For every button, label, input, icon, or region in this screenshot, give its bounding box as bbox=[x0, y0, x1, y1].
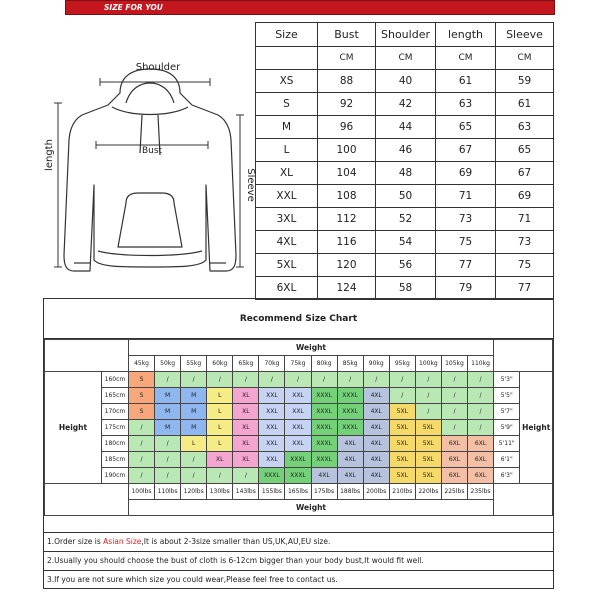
size-grid-cell: / bbox=[128, 420, 154, 436]
size-grid-cell: M bbox=[181, 404, 207, 420]
size-grid-cell: / bbox=[285, 372, 311, 388]
lbs-cell: 165lbs bbox=[285, 484, 311, 500]
notes bbox=[44, 532, 553, 589]
size-grid-cell: XXL bbox=[259, 388, 285, 404]
size-grid-cell: 6XL bbox=[441, 452, 467, 468]
size-grid-cell: XXXL bbox=[311, 436, 337, 452]
size-table-row bbox=[256, 254, 554, 277]
size-table bbox=[255, 22, 554, 300]
hood-opening bbox=[126, 83, 174, 103]
size-grid-cell: / bbox=[468, 372, 494, 388]
kg-cell: 45kg bbox=[128, 356, 154, 372]
size-grid-cell: S bbox=[128, 372, 154, 388]
height-label-left: Height bbox=[45, 372, 102, 484]
size-table-cell: 69 bbox=[496, 185, 554, 208]
chart-cell bbox=[494, 500, 553, 516]
size-grid-cell: 4XL bbox=[337, 436, 363, 452]
size-table-cell: XS bbox=[256, 70, 318, 93]
recommend-grid bbox=[44, 339, 553, 516]
size-grid-cell: 4XL bbox=[363, 404, 389, 420]
size-grid-cell: / bbox=[181, 452, 207, 468]
size-grid-cell: / bbox=[311, 372, 337, 388]
recommend-size-chart bbox=[43, 298, 554, 589]
kg-cell: 100kg bbox=[415, 356, 441, 372]
note-2: 2.Usually you should choose the bust of cloth is 6-12cm bigger than your body bust,It would fit well. bbox=[44, 551, 553, 570]
size-table-cell: 56 bbox=[376, 254, 436, 277]
size-table-row bbox=[256, 185, 554, 208]
chart-cell bbox=[45, 500, 129, 516]
size-grid-cell: 5XL bbox=[415, 420, 441, 436]
size-grid-cell: 5XL bbox=[389, 436, 415, 452]
size-grid-cell: L bbox=[207, 404, 233, 420]
size-grid-cell: / bbox=[363, 372, 389, 388]
size-table-cell: CM bbox=[496, 47, 554, 70]
height-ft-cell: 5'11" bbox=[494, 436, 520, 452]
lbs-cell: 120lbs bbox=[181, 484, 207, 500]
size-grid-cell: / bbox=[207, 372, 233, 388]
chart-cell bbox=[494, 484, 553, 500]
lbs-cell: 225lbs bbox=[441, 484, 467, 500]
size-grid-cell: XXL bbox=[285, 388, 311, 404]
chart-cell bbox=[45, 356, 129, 372]
size-grid-cell: / bbox=[415, 372, 441, 388]
size-table-cell: 124 bbox=[318, 277, 376, 300]
size-table-cell: 71 bbox=[496, 208, 554, 231]
size-grid-cell: / bbox=[259, 372, 285, 388]
size-grid-cell: / bbox=[468, 420, 494, 436]
height-row bbox=[45, 388, 553, 404]
size-table-cell: 100 bbox=[318, 139, 376, 162]
size-grid-cell: / bbox=[441, 404, 467, 420]
size-grid-cell: 4XL bbox=[337, 468, 363, 484]
size-grid-cell: XXL bbox=[285, 420, 311, 436]
size-table-cell: 108 bbox=[318, 185, 376, 208]
size-table-cell: 73 bbox=[436, 208, 496, 231]
size-grid-cell: XXL bbox=[259, 436, 285, 452]
size-table-cell: 75 bbox=[496, 254, 554, 277]
size-table-cell: 44 bbox=[376, 116, 436, 139]
weight-label-top: Weight bbox=[128, 340, 493, 356]
size-grid-cell: L bbox=[207, 388, 233, 404]
size-grid-cell: XL bbox=[233, 420, 259, 436]
lbs-cell: 200lbs bbox=[363, 484, 389, 500]
size-table-cell: 59 bbox=[496, 70, 554, 93]
size-grid-cell: 6XL bbox=[441, 436, 467, 452]
height-cm-cell: 165cm bbox=[101, 388, 128, 404]
hoodie-diagram bbox=[40, 55, 260, 280]
lbs-cell: 100lbs bbox=[128, 484, 154, 500]
size-grid-cell: / bbox=[389, 372, 415, 388]
size-grid-cell: XXXL bbox=[285, 468, 311, 484]
size-table-cell: 65 bbox=[436, 116, 496, 139]
size-grid-cell: / bbox=[207, 468, 233, 484]
lbs-cell: 175lbs bbox=[311, 484, 337, 500]
size-grid-cell: / bbox=[233, 372, 259, 388]
size-table-cell: 88 bbox=[318, 70, 376, 93]
waistband bbox=[98, 251, 202, 256]
neck-seam bbox=[112, 107, 188, 115]
size-table-cell: 116 bbox=[318, 231, 376, 254]
kg-cell: 80kg bbox=[311, 356, 337, 372]
note-1: 1.Order size is Asian Size,It is about 2-3size smaller than US,UK,AU,EU size. bbox=[44, 532, 553, 551]
hoodie-outline bbox=[64, 69, 236, 271]
size-grid-cell: / bbox=[155, 452, 181, 468]
height-ft-cell: 5'5" bbox=[494, 388, 520, 404]
size-grid-cell: S bbox=[128, 388, 154, 404]
size-table-units bbox=[256, 47, 554, 70]
size-grid-cell: XL bbox=[233, 404, 259, 420]
size-grid-cell: XXXL bbox=[311, 388, 337, 404]
size-grid-cell: 6XL bbox=[468, 436, 494, 452]
weight-label-bottom: Weight bbox=[128, 500, 493, 516]
size-table-cell: 48 bbox=[376, 162, 436, 185]
size-table-cell: 63 bbox=[436, 93, 496, 116]
size-grid-cell: M bbox=[181, 420, 207, 436]
size-table-cell: CM bbox=[436, 47, 496, 70]
size-grid-cell: 4XL bbox=[363, 436, 389, 452]
size-grid-cell: / bbox=[181, 468, 207, 484]
size-grid-cell: 4XL bbox=[311, 468, 337, 484]
weight-footer-row bbox=[45, 500, 553, 516]
kg-cell: 55kg bbox=[181, 356, 207, 372]
size-grid-cell: 5XL bbox=[415, 436, 441, 452]
size-grid-cell: / bbox=[415, 388, 441, 404]
size-table-cell: 67 bbox=[496, 162, 554, 185]
height-row bbox=[45, 372, 553, 388]
height-cm-cell: 170cm bbox=[101, 404, 128, 420]
size-table-cell: 104 bbox=[318, 162, 376, 185]
size-table-cell: M bbox=[256, 116, 318, 139]
size-grid-cell: / bbox=[389, 388, 415, 404]
size-grid-cell: 5XL bbox=[415, 468, 441, 484]
size-grid-cell: 4XL bbox=[337, 452, 363, 468]
size-grid-cell: / bbox=[415, 404, 441, 420]
size-grid-cell: / bbox=[155, 372, 181, 388]
size-grid-cell: XXXL bbox=[285, 452, 311, 468]
kg-cell: 105kg bbox=[441, 356, 467, 372]
size-table-cell: 6XL bbox=[256, 277, 318, 300]
size-grid-cell: XL bbox=[207, 452, 233, 468]
size-table-cell: 3XL bbox=[256, 208, 318, 231]
size-table-cell: 75 bbox=[436, 231, 496, 254]
height-ft-cell: 5'3" bbox=[494, 372, 520, 388]
size-grid-cell: / bbox=[155, 468, 181, 484]
weight-header-row bbox=[45, 340, 553, 356]
size-table-row bbox=[256, 231, 554, 254]
size-grid-cell: M bbox=[155, 388, 181, 404]
height-ft-cell: 5'7" bbox=[494, 404, 520, 420]
size-table-cell bbox=[256, 47, 318, 70]
size-table-row bbox=[256, 208, 554, 231]
size-table-cell: 50 bbox=[376, 185, 436, 208]
size-table-cell: CM bbox=[376, 47, 436, 70]
size-banner bbox=[65, 0, 555, 15]
lbs-cell: 210lbs bbox=[389, 484, 415, 500]
height-cm-cell: 185cm bbox=[101, 452, 128, 468]
size-grid-cell: L bbox=[207, 436, 233, 452]
size-table-row bbox=[256, 139, 554, 162]
height-row bbox=[45, 404, 553, 420]
size-table-cell: XXL bbox=[256, 185, 318, 208]
height-cm-cell: 180cm bbox=[101, 436, 128, 452]
size-table-cell: S bbox=[256, 93, 318, 116]
size-table-cell: 52 bbox=[376, 208, 436, 231]
lbs-cell: 155lbs bbox=[259, 484, 285, 500]
size-table-cell: L bbox=[256, 139, 318, 162]
size-grid-cell: M bbox=[155, 404, 181, 420]
size-table-cell: 61 bbox=[496, 93, 554, 116]
size-grid-cell: XXL bbox=[285, 436, 311, 452]
size-table-cell: 77 bbox=[436, 254, 496, 277]
size-table-cell: 112 bbox=[318, 208, 376, 231]
kg-cell: 95kg bbox=[389, 356, 415, 372]
size-grid-cell: M bbox=[181, 388, 207, 404]
lbs-cell: 130lbs bbox=[207, 484, 233, 500]
chart-cell bbox=[45, 484, 129, 500]
size-grid-cell: / bbox=[468, 388, 494, 404]
size-grid-cell: XXXL bbox=[337, 404, 363, 420]
size-grid-cell: 5XL bbox=[389, 452, 415, 468]
size-table-cell: 79 bbox=[436, 277, 496, 300]
size-table-cell: 40 bbox=[376, 70, 436, 93]
kg-row bbox=[45, 356, 553, 372]
size-table-cell: 71 bbox=[436, 185, 496, 208]
kg-cell: 85kg bbox=[337, 356, 363, 372]
size-table-cell: 61 bbox=[436, 70, 496, 93]
kg-cell: 60kg bbox=[207, 356, 233, 372]
size-table-cell: XL bbox=[256, 162, 318, 185]
size-table-cell: CM bbox=[318, 47, 376, 70]
length-label: length bbox=[44, 139, 55, 171]
size-table-header bbox=[256, 23, 554, 47]
size-grid-cell: 6XL bbox=[441, 468, 467, 484]
height-cm-cell: 190cm bbox=[101, 468, 128, 484]
size-table-cell: 4XL bbox=[256, 231, 318, 254]
size-grid-cell: XL bbox=[233, 436, 259, 452]
size-grid-cell: 5XL bbox=[389, 468, 415, 484]
size-table-row bbox=[256, 116, 554, 139]
kg-cell: 65kg bbox=[233, 356, 259, 372]
height-row bbox=[45, 420, 553, 436]
size-table-cell: 54 bbox=[376, 231, 436, 254]
size-table-cell: Sleeve bbox=[496, 23, 554, 47]
lbs-cell: 143lbs bbox=[233, 484, 259, 500]
size-grid-cell: L bbox=[207, 420, 233, 436]
kg-cell: 110kg bbox=[468, 356, 494, 372]
size-grid-cell: S bbox=[128, 404, 154, 420]
size-grid-cell: M bbox=[155, 420, 181, 436]
size-grid-cell: L bbox=[181, 436, 207, 452]
height-ft-cell: 6'3" bbox=[494, 468, 520, 484]
size-grid-cell: XL bbox=[233, 452, 259, 468]
size-table-cell: Bust bbox=[318, 23, 376, 47]
size-table-cell: Size bbox=[256, 23, 318, 47]
sleeve-label: Sleeve bbox=[245, 168, 256, 202]
kg-cell: 50kg bbox=[155, 356, 181, 372]
size-grid-cell: / bbox=[128, 468, 154, 484]
height-row bbox=[45, 452, 553, 468]
kg-cell: 75kg bbox=[285, 356, 311, 372]
size-table-row bbox=[256, 162, 554, 185]
size-grid-cell: XXL bbox=[259, 452, 285, 468]
lbs-cell: 188lbs bbox=[337, 484, 363, 500]
size-table-cell: 77 bbox=[496, 277, 554, 300]
recommend-title: Recommend Size Chart bbox=[44, 299, 553, 339]
size-table-cell: 92 bbox=[318, 93, 376, 116]
size-grid-cell: 4XL bbox=[363, 420, 389, 436]
lbs-cell: 110lbs bbox=[155, 484, 181, 500]
size-table-cell: 46 bbox=[376, 139, 436, 162]
size-grid-cell: / bbox=[441, 372, 467, 388]
height-cm-cell: 160cm bbox=[101, 372, 128, 388]
size-grid-cell: 5XL bbox=[415, 452, 441, 468]
chart-cell bbox=[45, 340, 129, 356]
size-grid-cell: XXXL bbox=[337, 388, 363, 404]
size-grid-cell: XXXL bbox=[311, 420, 337, 436]
size-grid-cell: XL bbox=[233, 388, 259, 404]
size-table-cell: 58 bbox=[376, 277, 436, 300]
size-grid-cell: 4XL bbox=[363, 468, 389, 484]
lbs-row bbox=[45, 484, 553, 500]
size-table-cell: 5XL bbox=[256, 254, 318, 277]
size-grid-cell: 6XL bbox=[468, 452, 494, 468]
size-table-cell: 73 bbox=[496, 231, 554, 254]
size-grid-cell: / bbox=[441, 420, 467, 436]
size-grid-cell: / bbox=[128, 452, 154, 468]
size-grid-cell: / bbox=[155, 436, 181, 452]
bust-label: Bust bbox=[141, 146, 163, 156]
size-table-row bbox=[256, 93, 554, 116]
size-grid-cell: XXXL bbox=[311, 404, 337, 420]
height-ft-cell: 6'1" bbox=[494, 452, 520, 468]
size-grid-cell: XXL bbox=[259, 420, 285, 436]
pocket bbox=[118, 193, 182, 247]
banner-text: SIZE FOR YOU bbox=[104, 3, 163, 12]
size-table-row bbox=[256, 277, 554, 300]
size-grid-cell: / bbox=[441, 388, 467, 404]
size-grid-cell: 5XL bbox=[389, 420, 415, 436]
shoulder-label: Shoulder bbox=[135, 62, 181, 73]
lbs-cell: 220lbs bbox=[415, 484, 441, 500]
size-grid-cell: XXXL bbox=[259, 468, 285, 484]
height-ft-cell: 5'9" bbox=[494, 420, 520, 436]
note-3: 3.If you are not sure which size you could wear,Please feel free to contact us. bbox=[44, 570, 553, 589]
size-grid-cell: XXXL bbox=[337, 420, 363, 436]
size-table-cell: 42 bbox=[376, 93, 436, 116]
height-row bbox=[45, 468, 553, 484]
size-grid-cell: / bbox=[468, 404, 494, 420]
lbs-cell: 235lbs bbox=[468, 484, 494, 500]
size-table-cell: 67 bbox=[436, 139, 496, 162]
size-table-cell: 96 bbox=[318, 116, 376, 139]
size-grid-cell: 5XL bbox=[389, 404, 415, 420]
size-table-cell: 120 bbox=[318, 254, 376, 277]
height-label-right: Height bbox=[520, 372, 553, 484]
size-table-cell: Shoulder bbox=[376, 23, 436, 47]
size-table-cell: length bbox=[436, 23, 496, 47]
kg-cell: 90kg bbox=[363, 356, 389, 372]
size-grid-cell: / bbox=[337, 372, 363, 388]
size-grid-cell: 6XL bbox=[468, 468, 494, 484]
size-grid-cell: / bbox=[128, 436, 154, 452]
size-table-cell: 69 bbox=[436, 162, 496, 185]
height-cm-cell: 175cm bbox=[101, 420, 128, 436]
size-grid-cell: XXL bbox=[259, 404, 285, 420]
size-grid-cell: 4XL bbox=[363, 388, 389, 404]
size-grid-cell: / bbox=[233, 468, 259, 484]
size-table-row bbox=[256, 70, 554, 93]
size-table-cell: 63 bbox=[496, 116, 554, 139]
chart-cell bbox=[494, 356, 553, 372]
asian-size-highlight: Asian Size bbox=[103, 537, 142, 546]
size-grid-cell: XXL bbox=[285, 404, 311, 420]
size-grid-cell: XXXL bbox=[311, 452, 337, 468]
height-row bbox=[45, 436, 553, 452]
size-table-cell: 65 bbox=[496, 139, 554, 162]
kg-cell: 70kg bbox=[259, 356, 285, 372]
size-grid-cell: 4XL bbox=[363, 452, 389, 468]
size-grid-cell: / bbox=[181, 372, 207, 388]
chart-cell bbox=[494, 340, 553, 356]
